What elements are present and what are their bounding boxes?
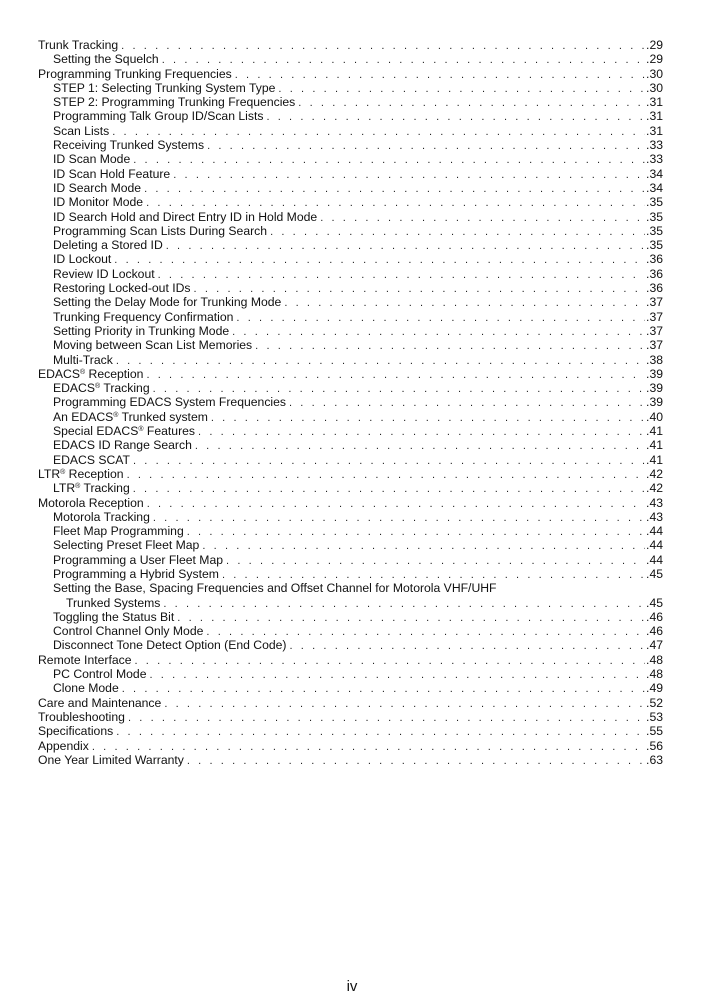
toc-entry-page: . 39 [645, 367, 663, 381]
toc-entry [38, 267, 663, 281]
dot-leader [149, 668, 645, 681]
toc-entry [38, 152, 663, 166]
dot-leader [198, 425, 645, 438]
toc-entry-page: . 46 [645, 610, 663, 624]
dot-leader [147, 497, 645, 510]
dot-leader [112, 125, 645, 138]
toc-entry-page: . 44 [645, 538, 663, 552]
toc-entry-title: STEP 1: Selecting Trunking System Type [53, 80, 276, 95]
dot-leader [134, 654, 645, 667]
toc-entry [38, 281, 663, 295]
toc-entry-title: One Year Limited Warranty [38, 752, 184, 767]
dot-leader [255, 339, 645, 352]
dot-leader [166, 239, 645, 252]
toc-entry-page: . 52 [645, 696, 663, 710]
toc-entry-page: . 35 [645, 195, 663, 209]
toc-entry-page: . 33 [645, 138, 663, 152]
toc-entry-page: . 41 [645, 438, 663, 452]
toc-entry [38, 67, 663, 81]
toc-entry-page: . 48 [645, 653, 663, 667]
toc-entry-title: Fleet Map Programming [53, 524, 184, 539]
dot-leader [232, 325, 645, 338]
toc-entry [38, 653, 663, 667]
toc-entry [38, 496, 663, 510]
toc-entry-page: . 41 [645, 424, 663, 438]
toc-entry [38, 81, 663, 95]
toc-entry [38, 610, 663, 624]
toc-entry [38, 753, 663, 767]
toc-entry-title: Scan Lists [53, 123, 110, 138]
toc-entry-page: . 45 [645, 567, 663, 581]
toc-entry-title: Care and Maintenance [38, 695, 162, 710]
toc-entry-title: Programming Talk Group ID/Scan Lists [53, 109, 264, 124]
toc-entry-page: . 35 [645, 238, 663, 252]
dot-leader [116, 725, 645, 738]
toc-entry-page: . 49 [645, 681, 663, 695]
toc-entry-page: . 36 [645, 252, 663, 266]
toc-entry-title: Disconnect Tone Detect Option (End Code) [53, 638, 287, 653]
dot-leader [173, 168, 645, 181]
toc-entry-page: . 34 [645, 167, 663, 181]
toc-entry-title: An EDACS® Trunked system [53, 409, 208, 424]
toc-entry [38, 538, 663, 552]
toc-entry-title: Trunked Systems [66, 595, 161, 610]
toc-entry-title: Setting the Squelch [53, 52, 159, 67]
toc-entry-page: . 30 [645, 67, 663, 81]
dot-leader [127, 468, 645, 481]
toc-entry [38, 381, 663, 395]
toc-entry [38, 567, 663, 581]
dot-leader [133, 482, 645, 495]
dot-leader [114, 253, 645, 266]
toc-entry-page: . 63 [645, 753, 663, 767]
toc-entry [38, 353, 663, 367]
toc-entry-page: . 56 [645, 739, 663, 753]
toc-entry-page: . 45 [645, 596, 663, 610]
toc-entry-page: . 37 [645, 338, 663, 352]
dot-leader [226, 554, 645, 567]
toc-entry-title: Programming EDACS System Frequencies [53, 395, 286, 410]
dot-leader [236, 311, 645, 324]
dot-leader [187, 525, 645, 538]
dot-leader [206, 625, 645, 638]
dot-leader [122, 682, 645, 695]
toc-entry-page: . 39 [645, 395, 663, 409]
toc-entry-title: Control Channel Only Mode [53, 624, 204, 639]
dot-leader [284, 296, 645, 309]
dot-leader [158, 268, 645, 281]
toc-entry-page: . 43 [645, 496, 663, 510]
dot-leader [146, 196, 645, 209]
toc-entry-page: . 41 [645, 453, 663, 467]
dot-leader [270, 225, 645, 238]
toc-entry-title: Toggling the Status Bit [53, 609, 175, 624]
dot-leader [164, 697, 645, 710]
toc-entry-title: Clone Mode [53, 681, 119, 696]
toc-entry-page: . 44 [645, 553, 663, 567]
toc-entry-title: ID Monitor Mode [53, 195, 144, 210]
toc-entry [38, 638, 663, 652]
dot-leader [207, 139, 645, 152]
toc-entry-title: ID Scan Hold Feature [53, 166, 171, 181]
toc-entry-page: . 53 [645, 710, 663, 724]
toc-entry [38, 167, 663, 181]
toc-entry [38, 138, 663, 152]
toc-entry [38, 581, 663, 595]
toc-entry-title: Receiving Trunked Systems [53, 138, 205, 153]
toc-entry-page: . 37 [645, 324, 663, 338]
toc-entry [38, 410, 663, 424]
toc-entry-title: Moving between Scan List Memories [53, 338, 253, 353]
toc-entry-page: . 55 [645, 724, 663, 738]
dot-leader [116, 354, 645, 367]
toc-entry-title: ID Search Hold and Direct Entry ID in Hold Mode [53, 209, 318, 224]
toc-entry [38, 596, 663, 610]
toc-entry-page: . 37 [645, 295, 663, 309]
toc-entry-title: ID Lockout [53, 252, 112, 267]
toc-entry-title: EDACS ID Range Search [53, 438, 192, 453]
dot-leader [153, 511, 645, 524]
toc-entry-page: . 29 [645, 38, 663, 52]
toc-entry [38, 181, 663, 195]
dot-leader [235, 68, 645, 81]
toc-entry-page: . 46 [645, 624, 663, 638]
toc-entry-title: Trunk Tracking [38, 38, 119, 52]
toc-entry-title: Motorola Tracking [53, 509, 150, 524]
toc-entry-title: Setting the Delay Mode for Trunking Mode [53, 295, 282, 310]
page-number: iv [346, 978, 358, 995]
toc-entry [38, 124, 663, 138]
toc-entry [38, 38, 663, 52]
toc-entry-title: Remote Interface [38, 652, 132, 667]
table-of-contents [38, 38, 663, 767]
dot-leader [289, 396, 645, 409]
dot-leader [177, 611, 645, 624]
dot-leader [121, 39, 645, 52]
toc-entry-page: . 31 [645, 109, 663, 123]
toc-entry-title: Programming Scan Lists During Search [53, 223, 268, 238]
dot-leader [144, 182, 645, 195]
toc-entry-page: . 35 [645, 224, 663, 238]
toc-entry [38, 310, 663, 324]
toc-entry-title: ID Scan Mode [53, 152, 131, 167]
dot-leader [222, 568, 645, 581]
dot-leader [146, 368, 645, 381]
toc-entry-title: EDACS SCAT [53, 452, 130, 467]
toc-entry-title: Programming a User Fleet Map [53, 552, 224, 567]
toc-entry [38, 724, 663, 738]
toc-entry [38, 739, 663, 753]
toc-entry-title: LTR® Reception [38, 466, 124, 481]
dot-leader [320, 211, 645, 224]
toc-entry [38, 481, 663, 495]
toc-entry-page: . 43 [645, 510, 663, 524]
toc-entry [38, 681, 663, 695]
toc-entry [38, 453, 663, 467]
toc-entry-title: EDACS® Reception [38, 366, 144, 381]
toc-entry [38, 324, 663, 338]
toc-entry-title: Restoring Locked-out IDs [53, 281, 191, 296]
toc-entry-title: Trunking Frequency Confirmation [53, 309, 234, 324]
toc-entry [38, 524, 663, 538]
toc-entry-title: Setting the Base, Spacing Frequencies and Offset Channel for Motorola VHF/UHF [53, 581, 497, 596]
dot-leader [162, 53, 645, 66]
toc-entry-page: . 37 [645, 310, 663, 324]
toc-entry [38, 395, 663, 409]
toc-entry-title: PC Control Mode [53, 667, 147, 682]
dot-leader [298, 96, 645, 109]
toc-entry [38, 109, 663, 123]
dot-leader [163, 597, 645, 610]
toc-entry-page: . 40 [645, 410, 663, 424]
toc-entry-title: Programming a Hybrid System [53, 566, 219, 581]
dot-leader [92, 740, 645, 753]
toc-entry-title: Selecting Preset Fleet Map [53, 538, 200, 553]
toc-entry [38, 710, 663, 724]
toc-entry-page: . 31 [645, 124, 663, 138]
toc-entry [38, 52, 663, 66]
dot-leader [128, 711, 645, 724]
toc-entry-title: EDACS® Tracking [53, 381, 150, 396]
toc-entry-page: . 42 [645, 467, 663, 481]
toc-entry [38, 295, 663, 309]
toc-entry [38, 238, 663, 252]
toc-entry-page: . 34 [645, 181, 663, 195]
toc-entry [38, 224, 663, 238]
dot-leader [133, 153, 645, 166]
toc-entry-page: . 42 [645, 481, 663, 495]
toc-entry [38, 667, 663, 681]
dot-leader [266, 110, 645, 123]
dot-leader [211, 411, 645, 424]
toc-entry [38, 624, 663, 638]
toc-entry-title: STEP 2: Programming Trunking Frequencies [53, 95, 296, 110]
toc-entry-page: . 48 [645, 667, 663, 681]
toc-entry-title: Setting Priority in Trunking Mode [53, 323, 230, 338]
toc-entry [38, 367, 663, 381]
toc-entry [38, 252, 663, 266]
toc-entry-title: LTR® Tracking [53, 481, 130, 496]
toc-entry [38, 210, 663, 224]
toc-entry [38, 696, 663, 710]
toc-entry [38, 424, 663, 438]
toc-entry-title: ID Search Mode [53, 180, 142, 195]
toc-entry [38, 467, 663, 481]
toc-entry-title: Multi-Track [53, 352, 113, 367]
dot-leader [278, 82, 645, 95]
toc-entry [38, 95, 663, 109]
dot-leader [195, 439, 645, 452]
toc-entry-page: . 39 [645, 381, 663, 395]
toc-entry [38, 338, 663, 352]
toc-entry [38, 195, 663, 209]
toc-entry-title: Appendix [38, 738, 89, 753]
dot-leader [290, 639, 646, 652]
toc-entry-page: . 29 [645, 52, 663, 66]
toc-entry-page: . 30 [645, 81, 663, 95]
toc-entry [38, 438, 663, 452]
dot-leader [153, 382, 645, 395]
toc-entry-page: . 31 [645, 95, 663, 109]
dot-leader [202, 539, 645, 552]
toc-entry-title: Special EDACS® Features [53, 424, 196, 439]
dot-leader [187, 754, 645, 767]
toc-entry [38, 510, 663, 524]
toc-entry-title: Programming Trunking Frequencies [38, 66, 232, 81]
toc-entry-page: . 44 [645, 524, 663, 538]
toc-entry-page: . 36 [645, 281, 663, 295]
toc-entry-page: . 35 [645, 210, 663, 224]
toc-entry-title: Specifications [38, 724, 114, 739]
toc-entry-title: Troubleshooting [38, 709, 125, 724]
toc-entry-page: . 47 [645, 638, 663, 652]
toc-entry-title: Deleting a Stored ID [53, 238, 163, 253]
toc-entry-title: Motorola Reception [38, 495, 144, 510]
dot-leader [133, 454, 645, 467]
toc-entry-page: . 33 [645, 152, 663, 166]
toc-entry [38, 553, 663, 567]
dot-leader [194, 282, 646, 295]
toc-entry-title: Review ID Lockout [53, 266, 155, 281]
toc-entry-page: . 38 [645, 353, 663, 367]
toc-entry-page: . 36 [645, 267, 663, 281]
